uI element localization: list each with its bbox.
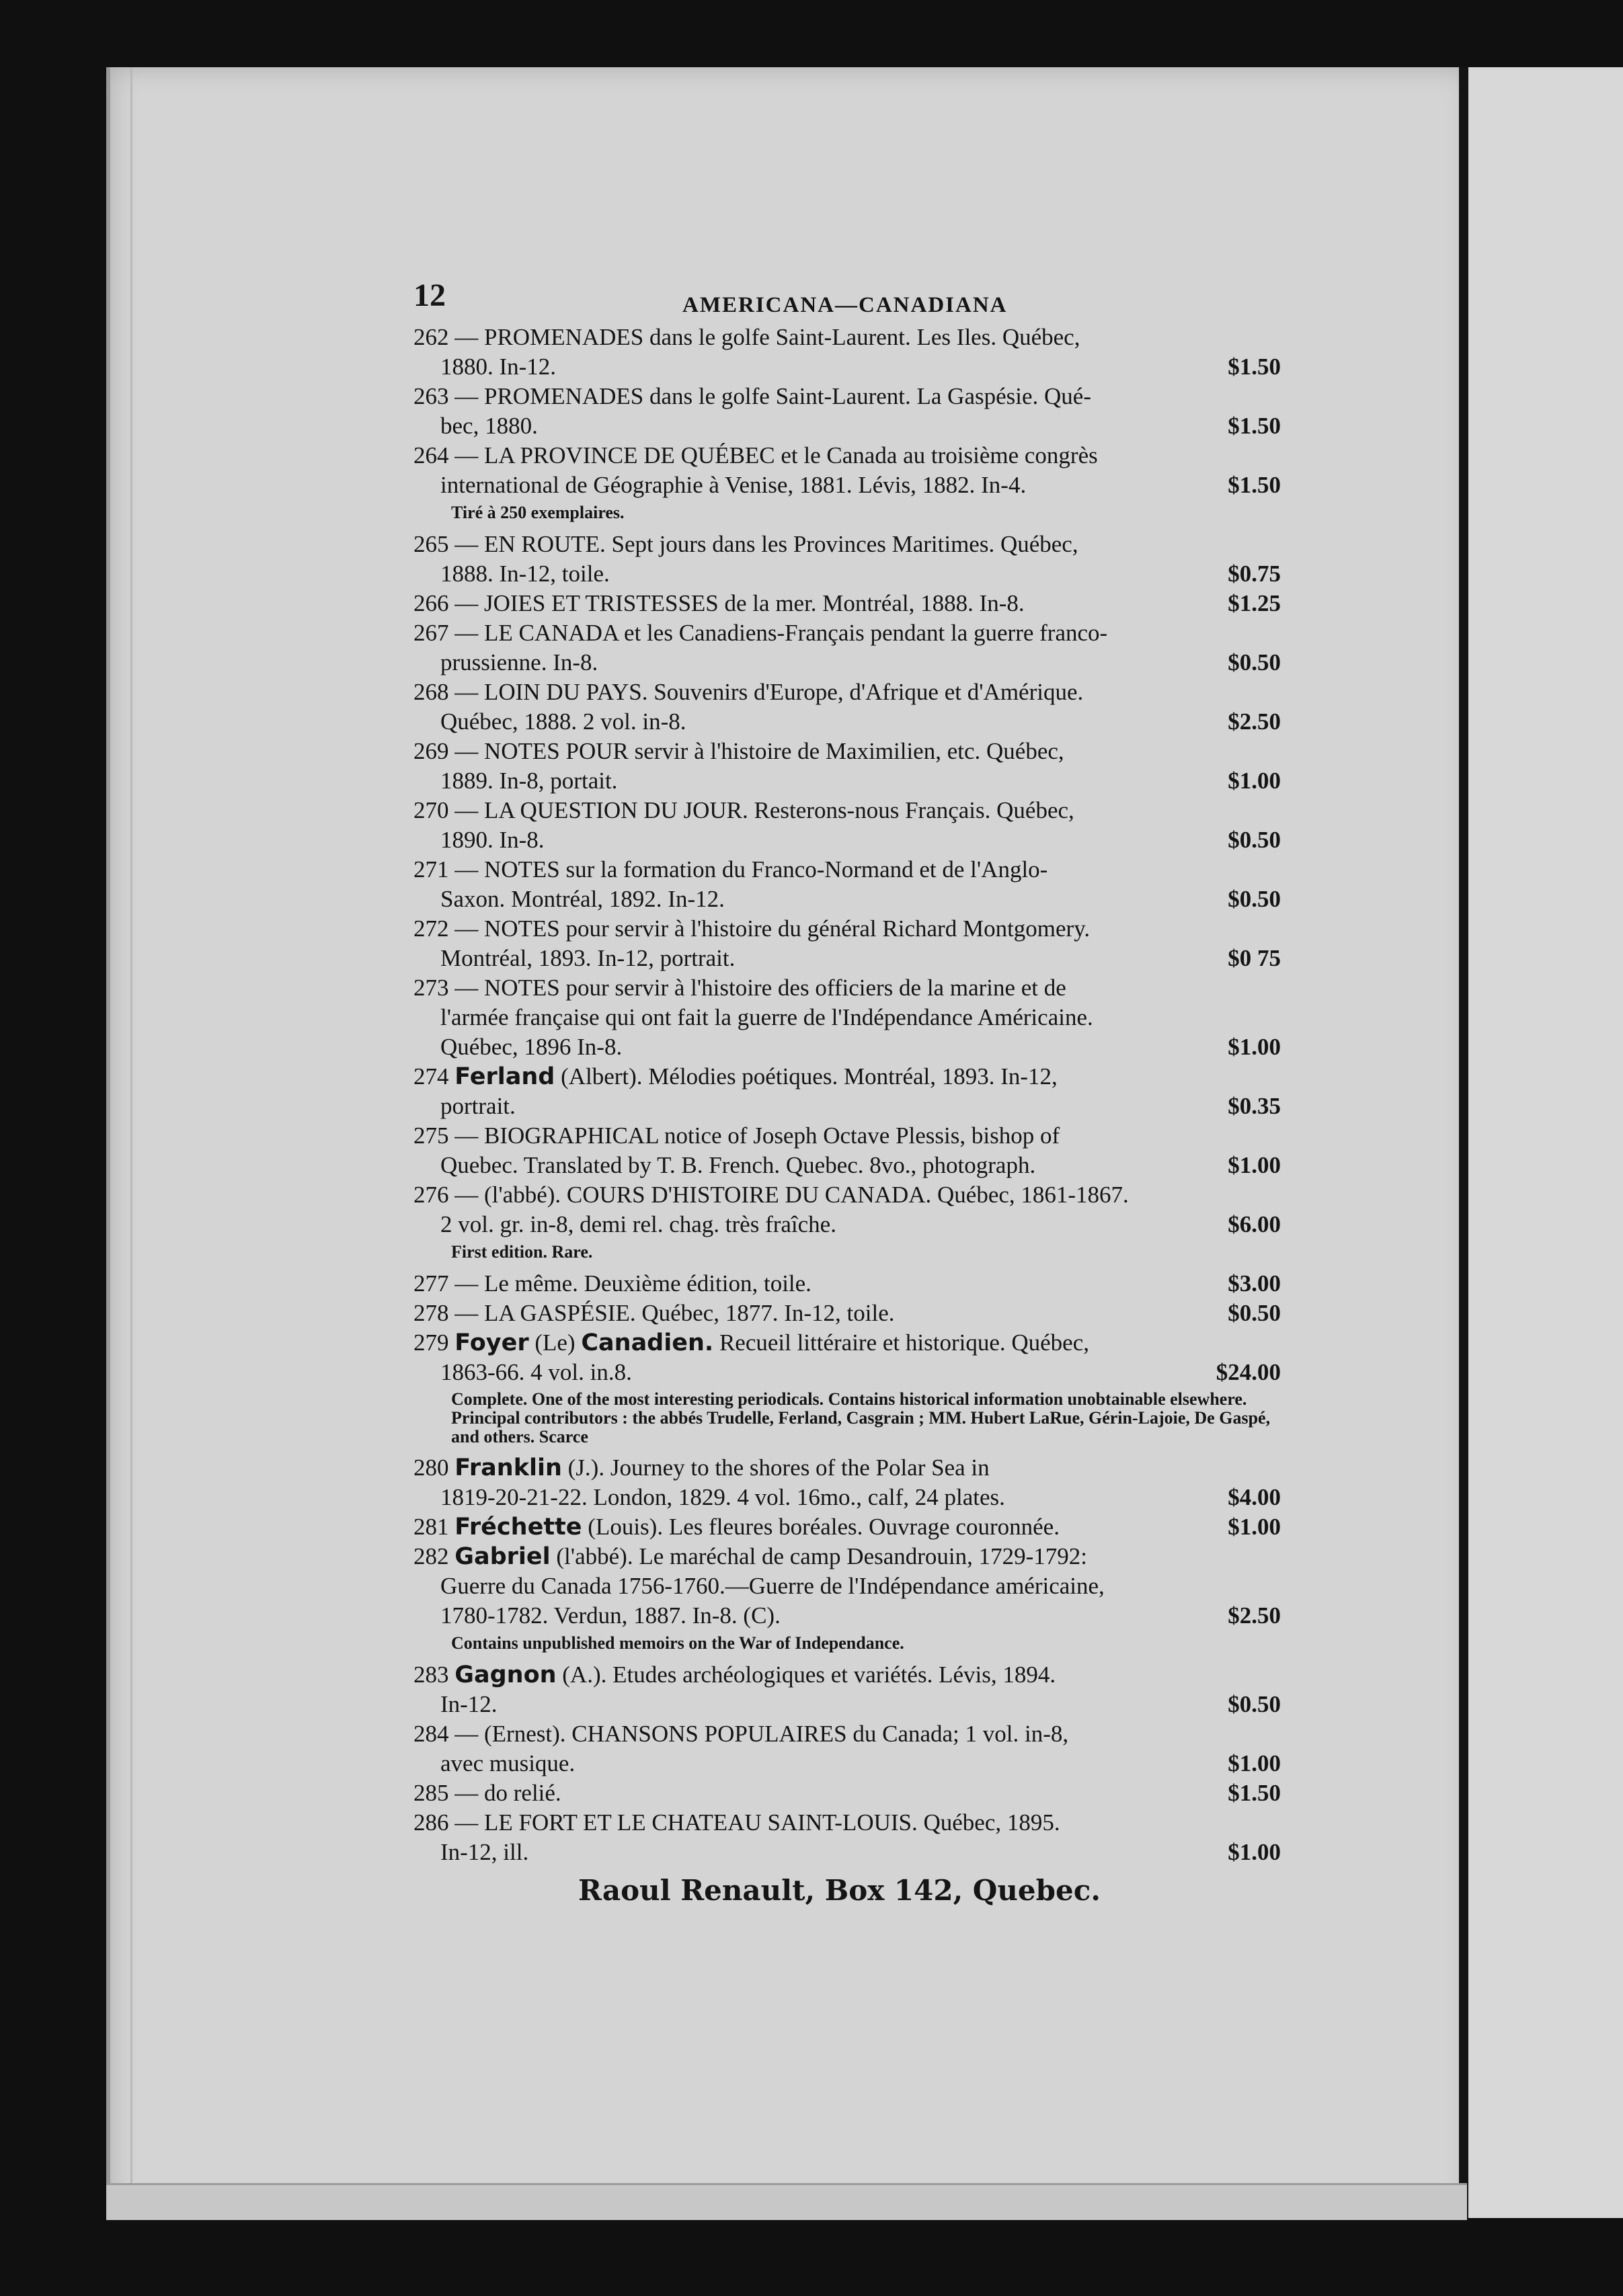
entry-line: 1819-20-21-22. London, 1829. 4 vol. 16mo., calf, 24 plates. [440,1484,1005,1510]
catalog-entry [413,796,1281,855]
entry-price: $24.00 [1216,1359,1281,1385]
entry-line: 1889. In-8, portait. [440,768,618,794]
entry-author: Franklin [454,1454,562,1481]
entry-line: 271 — NOTES sur la formation du Franco-Normand et de l'Anglo- [413,856,1048,883]
page-number: 12 [413,278,446,313]
catalog-entry [413,678,1281,737]
entry-line: 286 — LE FORT ET LE CHATEAU SAINT-LOUIS. Québec, 1895. [413,1809,1060,1836]
entry-line: In-12, ill. [440,1839,529,1865]
entry-note: Contains unpublished memoirs on the War of Independance. [451,1633,904,1653]
entry-line: 1863-66. 4 vol. in.8. [440,1359,632,1385]
page-header [413,278,1281,323]
entry-price: $1.00 [1228,1514,1281,1540]
entry-line: prussienne. In-8. [440,649,598,675]
entry-author: Ferland [454,1063,555,1090]
entry-line: 285 — do relié. [413,1780,561,1806]
catalog-entry [413,1719,1281,1778]
running-title: AMERICANA—CANADIANA [682,293,1008,317]
entry-line: 267 — LE CANADA et les Canadiens-Français pendant la guerre franco- [413,620,1108,646]
entry-line: In-12. [440,1691,498,1717]
entry-line: 270 — LA QUESTION DU JOUR. Resterons-nous Français. Québec, [413,797,1074,823]
entry-line: 262 — PROMENADES dans le golfe Saint-Laurent. Les Iles. Québec, [413,324,1080,350]
entry-line: Québec, 1888. 2 vol. in-8. [440,708,686,735]
entry-line: 278 — LA GASPÉSIE. Québec, 1877. In-12, toile. [413,1300,895,1326]
catalog-entry [413,914,1281,973]
entry-line: 275 — BIOGRAPHICAL notice of Joseph Octave Plessis, bishop of [413,1122,1060,1149]
catalog-entry [413,1299,1281,1328]
entry-price: $1.00 [1228,1750,1281,1776]
entry-line: 268 — LOIN DU PAYS. Souvenirs d'Europe, d'Afrique et d'Amérique. [413,679,1084,705]
entry-number: 274 [413,1063,455,1090]
entry-line: 266 — JOIES ET TRISTESSES de la mer. Montréal, 1888. In-8. [413,590,1025,616]
entry-price: $6.00 [1228,1211,1281,1237]
catalog-entry [413,1328,1281,1387]
entry-line: 273 — NOTES pour servir à l'histoire des officiers de la marine et de [413,975,1066,1001]
entry-price: $3.00 [1228,1270,1281,1297]
catalog-entry [413,1542,1281,1631]
entry-line: bec, 1880. [440,413,538,439]
entry-line: Québec, 1896 In-8. [440,1034,623,1060]
entry-line: 264 — LA PROVINCE DE QUÉBEC et le Canada au troisième congrès [413,442,1098,468]
entry-text: (Le) [528,1329,582,1356]
entry-line: international de Géographie à Venise, 1881. Lévis, 1882. In-4. [440,472,1027,498]
entry-price: $1.50 [1228,413,1281,439]
adjacent-page-edge [1459,67,1623,2218]
entry-line: 1780-1782. Verdun, 1887. In-8. (C). [440,1602,781,1629]
entry-price: $1.00 [1228,768,1281,794]
catalog-content [413,278,1281,1867]
entry-note: Complete. One of the most interesting periodicals. Contains historical information unobtainable elsewhere. Principal contributors : the abbés Trudelle, Ferland, Casgrain ; MM. Hubert LaRue, Gérin-Lajoie, De Gaspé, and others. Scarce [451,1389,1271,1446]
entry-line: 265 — EN ROUTE. Sept jours dans les Provinces Maritimes. Québec, [413,531,1078,557]
entry-price: $1.25 [1228,590,1281,616]
entry-text: (J.). Journey to the shores of the Polar Sea in [561,1454,990,1481]
entry-line: Quebec. Translated by T. B. French. Quebec. 8vo., photograph. [440,1152,1036,1178]
entry-price: $1.00 [1228,1152,1281,1178]
entry-number: 282 [413,1543,455,1569]
entry-line [413,1542,1281,1571]
entry-price: $0.75 [1228,561,1281,587]
entry-price: $2.50 [1228,708,1281,735]
entry-price: $4.00 [1228,1484,1281,1510]
entry-line: l'armée française qui ont fait la guerre de l'Indépendance Américaine. [440,1004,1093,1030]
catalog-entry [413,1121,1281,1180]
entry-price: $1.00 [1228,1839,1281,1865]
entry-text: (Louis). Les fleures boréales. Ouvrage couronnée. [582,1514,1060,1540]
entry-line [413,1512,1281,1542]
catalog-entry [413,530,1281,589]
entry-author: Canadien. [581,1329,714,1356]
catalog-entry [413,855,1281,914]
entry-line: 269 — NOTES POUR servir à l'histoire de Maximilien, etc. Québec, [413,738,1064,764]
entry-price: $0.35 [1228,1093,1281,1119]
catalog-entry [413,1269,1281,1299]
catalog-entry [413,1660,1281,1719]
catalog-entry [413,1453,1281,1512]
publisher-footer: Raoul Renault, Box 142, Quebec. [578,1874,1101,1907]
entry-text: (Albert). Mélodies poétiques. Montréal, 1893. In-12, [555,1063,1058,1090]
entry-price: $0.50 [1228,649,1281,675]
catalog-entry [413,1062,1281,1121]
entry-line: avec musique. [440,1750,576,1776]
entry-line: portrait. [440,1093,516,1119]
catalog-entry [413,737,1281,796]
catalog-entry [413,1180,1281,1239]
entry-line: 1890. In-8. [440,827,545,853]
catalog-entry [413,1778,1281,1808]
catalog-entry [413,589,1281,618]
catalog-entry [413,323,1281,382]
catalog-entry [413,1512,1281,1542]
entry-number: 283 [413,1662,455,1688]
entry-price: $1.50 [1228,354,1281,380]
catalog-entry [413,441,1281,500]
entry-line: 263 — PROMENADES dans le golfe Saint-Laurent. La Gaspésie. Qué- [413,383,1091,409]
entry-price: $1.50 [1228,1780,1281,1806]
entry-text: (A.). Etudes archéologiques et variétés. Lévis, 1894. [556,1662,1056,1688]
entry-price: $2.50 [1228,1602,1281,1629]
entry-author: Gabriel [454,1543,551,1570]
entry-line [413,1660,1281,1690]
entry-line [413,1453,1281,1483]
entry-line [413,1328,1281,1358]
entry-line: 277 — Le même. Deuxième édition, toile. [413,1270,812,1297]
entry-line: 272 — NOTES pour servir à l'histoire du général Richard Montgomery. [413,915,1091,942]
entry-line [413,1062,1281,1092]
entry-number: 281 [413,1514,455,1540]
entry-author: Foyer [454,1329,529,1356]
entry-price: $0.50 [1228,1691,1281,1717]
entry-text: Recueil littéraire et historique. Québec, [713,1329,1089,1356]
entry-line: Guerre du Canada 1756-1760.—Guerre de l'Indépendance américaine, [440,1573,1105,1599]
entry-note: Tiré à 250 exemplaires. [451,503,625,522]
catalog-entry [413,382,1281,441]
entry-price: $1.00 [1228,1034,1281,1060]
entry-price: $0 75 [1228,945,1281,971]
entry-note: First edition. Rare. [451,1242,593,1262]
entry-line: 1888. In-12, toile. [440,561,610,587]
entry-price: $1.50 [1228,472,1281,498]
entry-line: 284 — (Ernest). CHANSONS POPULAIRES du Canada; 1 vol. in-8, [413,1721,1069,1747]
catalog-entry [413,973,1281,1062]
entry-price: $0.50 [1228,1300,1281,1326]
entry-text: (l'abbé). Le maréchal de camp Desandrouin, 1729-1792: [550,1543,1088,1569]
entry-number: 279 [413,1329,455,1356]
entry-price: $0.50 [1228,886,1281,912]
catalog-entries [413,323,1281,1867]
catalog-entry [413,618,1281,678]
entry-line: 1880. In-12. [440,354,557,380]
catalog-entry [413,1808,1281,1867]
entry-author: Gagnon [454,1662,557,1688]
entry-author: Fréchette [454,1514,582,1541]
entry-line: 2 vol. gr. in-8, demi rel. chag. très fraîche. [440,1211,836,1237]
entry-price: $0.50 [1228,827,1281,853]
entry-line: Saxon. Montréal, 1892. In-12. [440,886,725,912]
entry-line: Montréal, 1893. In-12, portrait. [440,945,736,971]
entry-line: 276 — (l'abbé). COURS D'HISTOIRE DU CANADA. Québec, 1861-1867. [413,1182,1129,1208]
entry-number: 280 [413,1454,455,1481]
page-bottom-edge [106,2183,1467,2220]
